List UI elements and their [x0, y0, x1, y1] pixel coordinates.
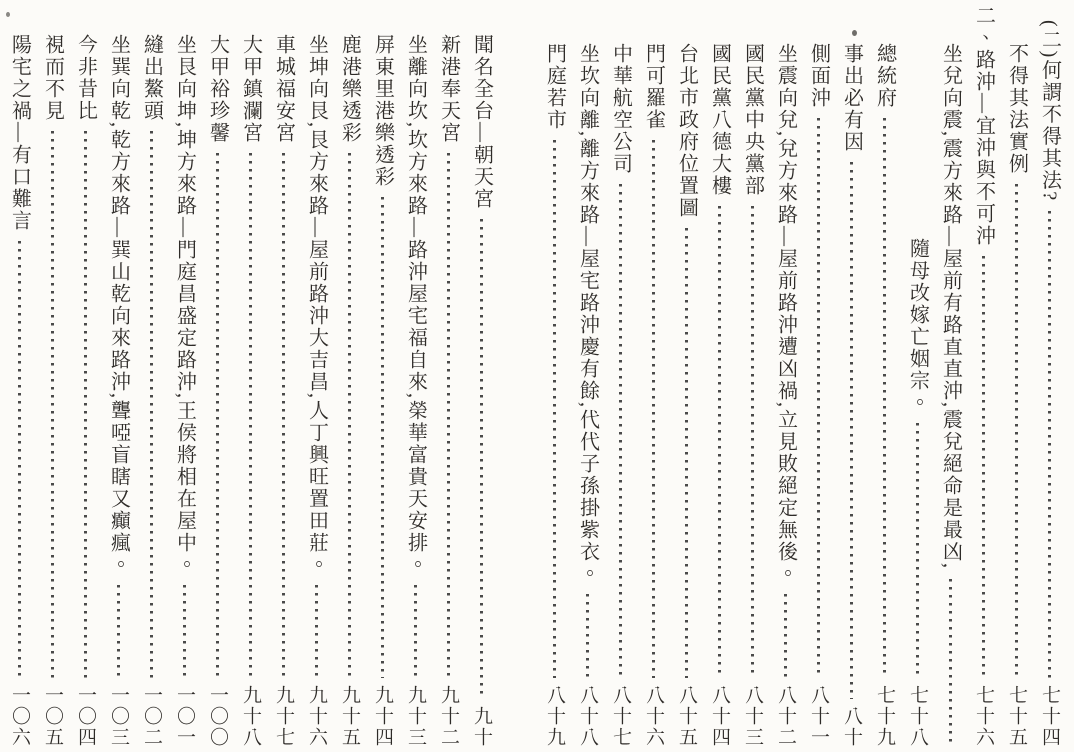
toc-page-number: 一〇四	[75, 685, 96, 748]
toc-entry	[168, 0, 201, 752]
toc-entry-title: 側面沖	[807, 43, 830, 109]
dotted-leader	[718, 206, 721, 678]
toc-page-number: 九十四	[372, 685, 393, 748]
dotted-leader	[784, 594, 787, 678]
toc-entry-title: (二)何謂不得其法?	[1038, 20, 1061, 203]
scan-speck	[852, 30, 857, 36]
toc-page-number: 一〇三	[108, 685, 129, 748]
toc-entry-title: 坐兌向震,震方來路—屋前有路直直沖,震兌絕命是最凶,	[939, 43, 962, 570]
dotted-leader	[249, 153, 252, 678]
toc-entry	[736, 0, 769, 752]
dotted-leader	[150, 131, 153, 678]
toc-page-number: 九十八	[240, 685, 261, 748]
dotted-leader	[348, 153, 351, 678]
dotted-leader	[916, 423, 919, 678]
toc-entry-title: 坐艮向坤,坤方來路—門庭昌盛定路沖,王侯將相在屋中。	[173, 34, 196, 576]
dotted-leader	[949, 579, 952, 745]
toc-page-number: 八十六	[643, 685, 664, 748]
toc-entry	[571, 0, 604, 752]
dotted-leader	[685, 228, 688, 678]
toc-page-number: 一〇一	[174, 685, 195, 748]
toc-entry	[102, 0, 135, 752]
toc-entry	[637, 0, 670, 752]
dotted-leader	[586, 594, 589, 678]
dotted-leader	[117, 585, 120, 678]
toc-entry-title: 聞名全台—朝天宮	[470, 34, 493, 210]
toc-entry	[333, 0, 366, 752]
toc-entry	[465, 0, 498, 752]
dotted-leader	[982, 256, 985, 678]
dotted-leader	[817, 118, 820, 678]
toc-entry	[135, 0, 168, 752]
toc-entry-title: 門可羅雀	[642, 43, 665, 131]
toc-entry	[432, 0, 465, 752]
toc-entry-title: 中華航空公司	[609, 43, 632, 175]
toc-entry-title: 大甲鎮瀾宮	[239, 34, 262, 144]
toc-page-number: 九十六	[306, 685, 327, 748]
dotted-leader	[315, 585, 318, 678]
toc-entry-title: 不得其法實例	[1005, 43, 1028, 175]
dotted-leader	[652, 140, 655, 678]
toc-page-number: 七十五	[1006, 685, 1027, 748]
toc-entry	[300, 0, 333, 752]
dotted-leader	[883, 118, 886, 678]
toc-entry-title: 陽宅之禍—有口難言	[8, 34, 31, 232]
toc-page-number: 八十七	[610, 685, 631, 748]
toc-page-number: 八十二	[775, 685, 796, 748]
toc-entry-title: 國民黨中央黨部	[741, 43, 764, 197]
toc-page-number: 八十五	[676, 685, 697, 748]
toc-page-number: 七十六	[973, 685, 994, 748]
dotted-leader	[1015, 184, 1018, 678]
toc-entry-title: 坐坤向艮,艮方來路—屋前路沖大吉昌,人丁興旺置田莊。	[305, 34, 328, 576]
toc-page-number: 七十九	[874, 685, 895, 748]
dotted-leader	[850, 162, 853, 699]
toc-entry	[934, 0, 967, 752]
toc-entry-title: 屏東里港樂透彩	[371, 34, 394, 188]
toc-page-left	[0, 0, 498, 752]
toc-page-number: 一〇二	[141, 685, 162, 748]
toc-entry-title: 二、路沖—宜沖與不可沖	[972, 5, 995, 247]
toc-entry-title: 縫出鰲頭	[140, 34, 163, 122]
toc-entry-title: 隨母改嫁亡姻宗。	[906, 238, 929, 414]
toc-entry-title: 總統府	[873, 43, 896, 109]
toc-entry	[3, 0, 36, 752]
toc-page-number: 七十八	[907, 685, 928, 748]
toc-entry-title: 鹿港樂透彩	[338, 34, 361, 144]
toc-page-number: 八十	[841, 706, 862, 748]
dotted-leader	[216, 153, 219, 678]
scan-speck	[6, 12, 10, 17]
toc-entry-title: 今非昔比	[74, 34, 97, 122]
toc-entry	[1033, 0, 1066, 752]
dotted-leader	[282, 153, 285, 678]
toc-entry-title: 大甲裕珍馨	[206, 34, 229, 144]
toc-entry	[366, 0, 399, 752]
toc-entry-title: 坐巽向乾,乾方來路—巽山乾向來路沖,聾啞盲瞎又癲瘋。	[107, 34, 130, 576]
toc-entry	[868, 0, 901, 752]
toc-page-number: 九十五	[339, 685, 360, 748]
dotted-leader	[619, 184, 622, 678]
toc-entry-title: 坐坎向離,離方來路—屋宅路沖慶有餘,代代子孫掛紫衣。	[576, 43, 599, 585]
toc-page-number: 七十四	[1039, 685, 1060, 748]
toc-page-number: 九十七	[273, 685, 294, 748]
toc-page-number: 八十九	[544, 685, 565, 748]
toc-page-number: 八十一	[808, 685, 829, 748]
toc-entry-title: 台北市政府位置圖	[675, 43, 698, 219]
dotted-leader	[51, 131, 54, 678]
dotted-leader	[1048, 211, 1051, 678]
toc-entry	[802, 0, 835, 752]
toc-page-number: 八十八	[577, 685, 598, 748]
dotted-leader	[751, 206, 754, 678]
toc-page-number: 一〇五	[42, 685, 63, 748]
toc-entry-title: 國民黨八德大樓	[708, 43, 731, 197]
toc-page-number: 一〇〇	[207, 685, 228, 748]
toc-entry	[538, 0, 571, 752]
toc-entry	[234, 0, 267, 752]
toc-entry-title: 坐震向兌,兌方來路—屋前路沖遭凶禍,立見敗絕定無後。	[774, 43, 797, 585]
toc-entry	[69, 0, 102, 752]
dotted-leader	[480, 219, 483, 699]
dotted-leader	[18, 241, 21, 678]
toc-entry	[835, 0, 868, 752]
dotted-leader	[183, 585, 186, 678]
toc-entry	[604, 0, 637, 752]
toc-page-number: 九十	[471, 706, 492, 748]
toc-page-number: 一〇六	[9, 685, 30, 748]
toc-entry	[201, 0, 234, 752]
toc-entry	[769, 0, 802, 752]
toc-page-number: 九十三	[405, 685, 426, 748]
dotted-leader	[84, 131, 87, 678]
dotted-leader	[381, 197, 384, 678]
toc-entry-title: 視而不見	[41, 34, 64, 122]
toc-page-number: 九十二	[438, 685, 459, 748]
toc-entry	[36, 0, 69, 752]
page-gutter	[498, 0, 538, 752]
toc-entry-title: 事出必有因	[840, 43, 863, 153]
dotted-leader	[414, 585, 417, 678]
toc-entry-title: 車城福安宮	[272, 34, 295, 144]
toc-entry	[1000, 0, 1033, 752]
toc-entry-title: 坐離向坎,坎方來路—路沖屋宅福自來,榮華富貴天安排。	[404, 34, 427, 576]
toc-entry-title: 門庭若市	[543, 43, 566, 131]
toc-entry-title: 新港奉天宮	[437, 34, 460, 144]
toc-entry	[967, 0, 1000, 752]
toc-page-number: 八十三	[742, 685, 763, 748]
dotted-leader	[447, 153, 450, 678]
toc-entry	[901, 0, 934, 752]
toc-entry	[670, 0, 703, 752]
dotted-leader	[553, 140, 556, 678]
toc-entry	[399, 0, 432, 752]
toc-page-right	[538, 0, 1074, 752]
toc-entry	[267, 0, 300, 752]
toc-entry	[703, 0, 736, 752]
toc-page-number: 八十四	[709, 685, 730, 748]
